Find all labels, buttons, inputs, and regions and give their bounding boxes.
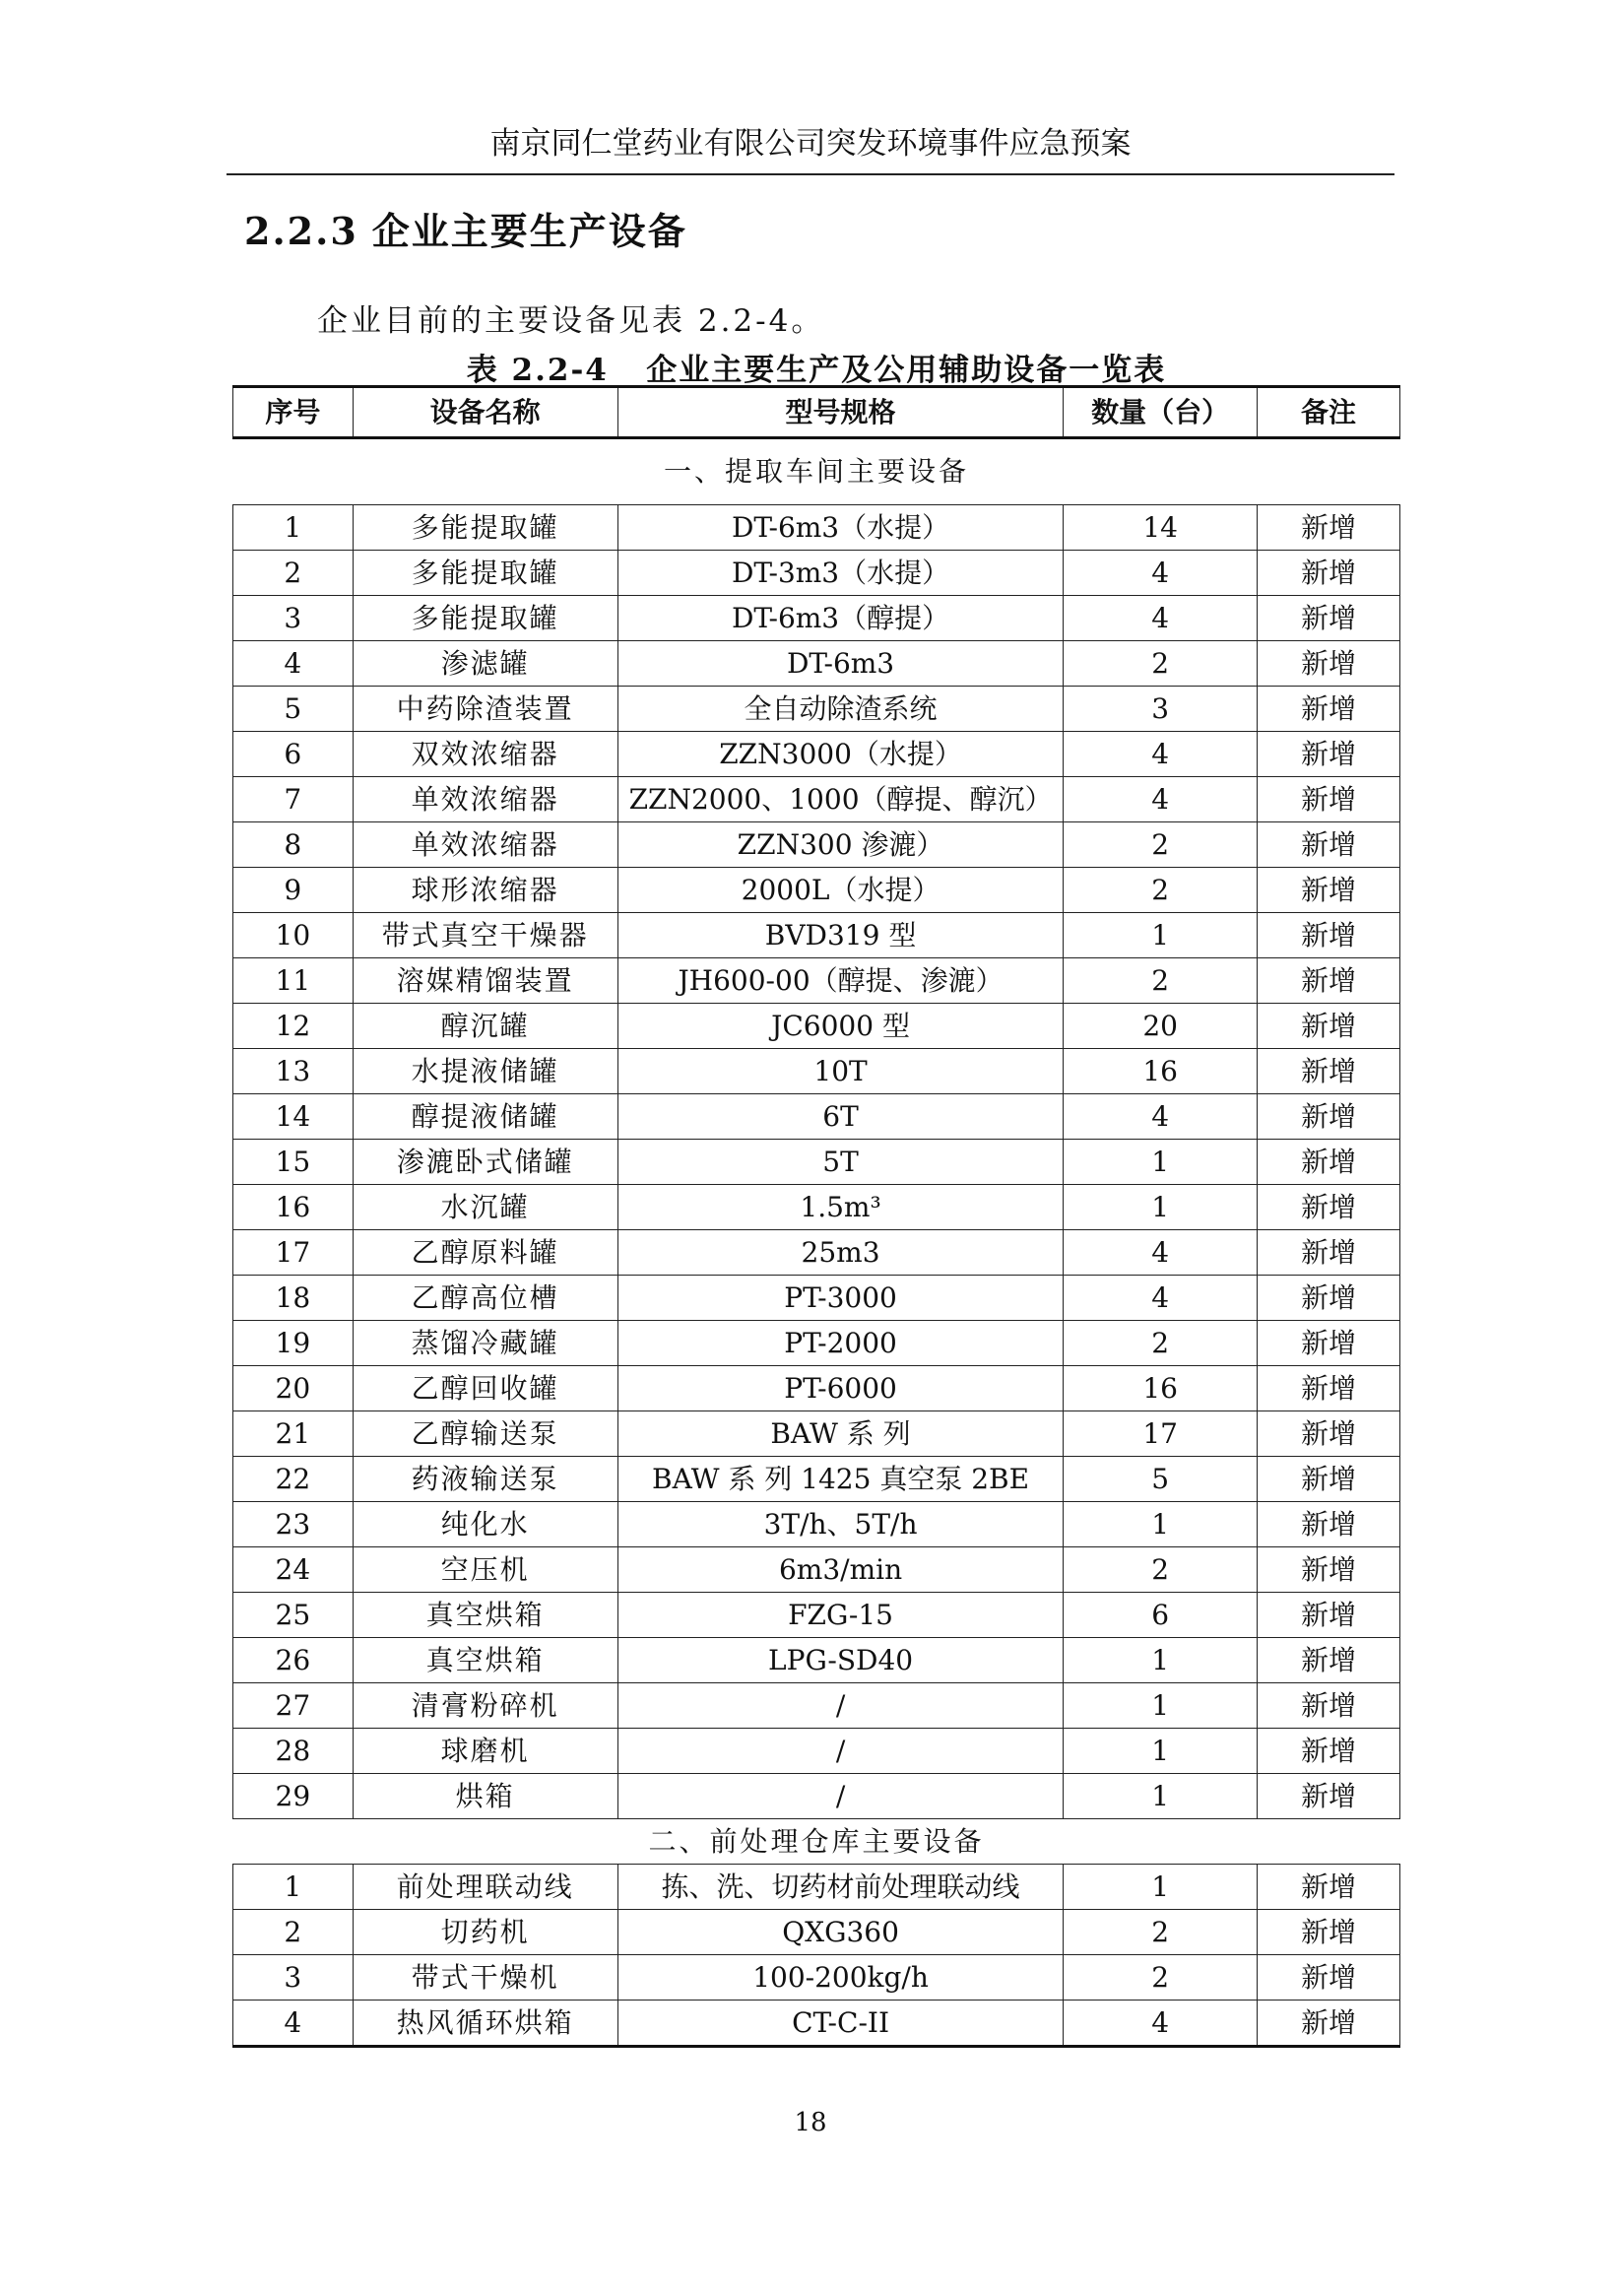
cell-spec: BAW 系 列 1425 真空泵 2BE [617,1457,1064,1502]
cell-spec: 3T/h、5T/h [617,1502,1064,1547]
table-row [233,1774,1400,1819]
table-row [233,1004,1400,1049]
cell-quantity: 4 [1064,1276,1258,1321]
cell-spec: PT-6000 [617,1366,1064,1411]
cell-index: 16 [233,1185,354,1230]
cell-remark: 新增 [1257,1955,1399,2001]
cell-name: 真空烘箱 [353,1593,617,1638]
cell-name: 溶媒精馏装置 [353,958,617,1004]
group-title: 一、提取车间主要设备 [233,438,1400,505]
table-row [233,1593,1400,1638]
cell-spec: CT-C-II [617,2001,1064,2047]
cell-name: 前处理联动线 [353,1865,617,1910]
cell-index: 2 [233,551,354,596]
table-row [233,1457,1400,1502]
cell-spec: ZZN2000、1000（醇提、醇沉） [617,777,1064,822]
cell-remark: 新增 [1257,822,1399,868]
cell-spec: ZZN300 渗漉） [617,822,1064,868]
cell-name: 水提液储罐 [353,1049,617,1094]
table-row [233,1049,1400,1094]
cell-name: 单效浓缩器 [353,777,617,822]
cell-index: 25 [233,1593,354,1638]
cell-name: 醇提液储罐 [353,1094,617,1140]
cell-name: 乙醇原料罐 [353,1230,617,1276]
cell-spec: ZZN3000（水提） [617,732,1064,777]
intro-paragraph: 企业目前的主要设备见表 2.2-4。 [317,303,825,339]
cell-remark: 新增 [1257,1049,1399,1094]
cell-spec: 10T [617,1049,1064,1094]
cell-spec: JC6000 型 [617,1004,1064,1049]
cell-name: 渗漉卧式储罐 [353,1140,617,1185]
cell-remark: 新增 [1257,1140,1399,1185]
table-row [233,1910,1400,1955]
cell-name: 蒸馏冷藏罐 [353,1321,617,1366]
group-heading-row [233,438,1400,505]
cell-spec: DT-6m3（水提） [617,505,1064,551]
table-row [233,1502,1400,1547]
cell-remark: 新增 [1257,732,1399,777]
cell-remark: 新增 [1257,1185,1399,1230]
cell-index: 26 [233,1638,354,1683]
cell-index: 19 [233,1321,354,1366]
equipment-table [232,385,1400,2048]
cell-quantity: 1 [1064,913,1258,958]
cell-name: 乙醇高位槽 [353,1276,617,1321]
table-row [233,777,1400,822]
cell-index: 28 [233,1729,354,1774]
cell-quantity: 1 [1064,1683,1258,1729]
cell-spec: FZG-15 [617,1593,1064,1638]
cell-index: 3 [233,1955,354,2001]
cell-remark: 新增 [1257,1910,1399,1955]
cell-spec: QXG360 [617,1910,1064,1955]
cell-quantity: 1 [1064,1729,1258,1774]
cell-index: 13 [233,1049,354,1094]
cell-name: 多能提取罐 [353,596,617,641]
cell-name: 切药机 [353,1910,617,1955]
cell-spec: 25m3 [617,1230,1064,1276]
cell-remark: 新增 [1257,1411,1399,1457]
cell-quantity: 3 [1064,687,1258,732]
cell-remark: 新增 [1257,1729,1399,1774]
cell-index: 29 [233,1774,354,1819]
table-row [233,1140,1400,1185]
page-header: 南京同仁堂药业有限公司突发环境事件应急预案 [227,124,1394,175]
cell-spec: LPG-SD40 [617,1638,1064,1683]
cell-quantity: 5 [1064,1457,1258,1502]
cell-index: 23 [233,1502,354,1547]
table-row [233,1865,1400,1910]
cell-remark: 新增 [1257,1683,1399,1729]
cell-spec: 全自动除渣系统 [617,687,1064,732]
group-heading-row [233,1819,1400,1865]
table-row [233,1547,1400,1593]
cell-name: 水沉罐 [353,1185,617,1230]
cell-spec: DT-6m3 [617,641,1064,687]
cell-index: 3 [233,596,354,641]
cell-quantity: 1 [1064,1774,1258,1819]
cell-index: 4 [233,2001,354,2047]
cell-quantity: 2 [1064,1321,1258,1366]
table-row [233,1185,1400,1230]
cell-spec: BVD319 型 [617,913,1064,958]
cell-name: 真空烘箱 [353,1638,617,1683]
table-row [233,1683,1400,1729]
cell-remark: 新增 [1257,1593,1399,1638]
header-name: 设备名称 [353,387,617,438]
cell-remark: 新增 [1257,551,1399,596]
cell-spec: / [617,1683,1064,1729]
cell-spec: 1.5m³ [617,1185,1064,1230]
table-row [233,868,1400,913]
cell-spec: / [617,1774,1064,1819]
table-row [233,958,1400,1004]
table-row [233,1729,1400,1774]
table-row [233,1366,1400,1411]
section-number: 2.2.3 [244,209,358,253]
cell-index: 17 [233,1230,354,1276]
cell-quantity: 1 [1064,1185,1258,1230]
cell-index: 20 [233,1366,354,1411]
cell-index: 8 [233,822,354,868]
cell-quantity: 14 [1064,505,1258,551]
table-row [233,1094,1400,1140]
cell-name: 热风循环烘箱 [353,2001,617,2047]
table-row [233,687,1400,732]
cell-name: 中药除渣装置 [353,687,617,732]
table-caption-number: 表 2.2-4 [466,353,609,388]
cell-remark: 新增 [1257,2001,1399,2047]
cell-quantity: 6 [1064,1593,1258,1638]
cell-name: 醇沉罐 [353,1004,617,1049]
cell-remark: 新增 [1257,1230,1399,1276]
section-title: 企业主要生产设备 [371,209,687,253]
cell-remark: 新增 [1257,687,1399,732]
cell-quantity: 1 [1064,1502,1258,1547]
table-row [233,1955,1400,2001]
cell-name: 乙醇输送泵 [353,1411,617,1457]
cell-spec: 6T [617,1094,1064,1140]
table-row [233,1411,1400,1457]
cell-name: 烘箱 [353,1774,617,1819]
cell-quantity: 2 [1064,1547,1258,1593]
cell-remark: 新增 [1257,1774,1399,1819]
cell-quantity: 1 [1064,1865,1258,1910]
cell-spec: 5T [617,1140,1064,1185]
cell-quantity: 2 [1064,958,1258,1004]
cell-index: 22 [233,1457,354,1502]
header-quantity: 数量（台） [1064,387,1258,438]
cell-index: 1 [233,1865,354,1910]
cell-quantity: 4 [1064,1230,1258,1276]
cell-spec: PT-2000 [617,1321,1064,1366]
table-row [233,1230,1400,1276]
cell-name: 纯化水 [353,1502,617,1547]
cell-remark: 新增 [1257,868,1399,913]
cell-quantity: 4 [1064,596,1258,641]
cell-quantity: 4 [1064,1094,1258,1140]
cell-name: 单效浓缩器 [353,822,617,868]
cell-quantity: 17 [1064,1411,1258,1457]
cell-name: 乙醇回收罐 [353,1366,617,1411]
cell-spec: 100-200kg/h [617,1955,1064,2001]
cell-remark: 新增 [1257,958,1399,1004]
page-number: 18 [794,2108,827,2137]
cell-remark: 新增 [1257,505,1399,551]
cell-remark: 新增 [1257,1547,1399,1593]
cell-index: 5 [233,687,354,732]
cell-quantity: 4 [1064,2001,1258,2047]
cell-index: 11 [233,958,354,1004]
cell-remark: 新增 [1257,1094,1399,1140]
cell-spec: PT-3000 [617,1276,1064,1321]
cell-quantity: 16 [1064,1049,1258,1094]
cell-remark: 新增 [1257,1321,1399,1366]
cell-remark: 新增 [1257,1502,1399,1547]
cell-index: 14 [233,1094,354,1140]
cell-index: 6 [233,732,354,777]
cell-index: 4 [233,641,354,687]
cell-remark: 新增 [1257,641,1399,687]
table-row [233,551,1400,596]
cell-quantity: 1 [1064,1638,1258,1683]
cell-name: 药液输送泵 [353,1457,617,1502]
cell-name: 空压机 [353,1547,617,1593]
cell-remark: 新增 [1257,1366,1399,1411]
cell-name: 带式干燥机 [353,1955,617,2001]
cell-name: 清膏粉碎机 [353,1683,617,1729]
cell-quantity: 1 [1064,1140,1258,1185]
table-row [233,913,1400,958]
cell-spec: BAW 系 列 [617,1411,1064,1457]
cell-quantity: 2 [1064,1910,1258,1955]
table-row [233,1321,1400,1366]
cell-remark: 新增 [1257,777,1399,822]
table-row [233,641,1400,687]
cell-remark: 新增 [1257,596,1399,641]
cell-spec: 6m3/min [617,1547,1064,1593]
cell-quantity: 4 [1064,732,1258,777]
cell-index: 9 [233,868,354,913]
cell-name: 球磨机 [353,1729,617,1774]
cell-index: 15 [233,1140,354,1185]
table-row [233,732,1400,777]
cell-name: 球形浓缩器 [353,868,617,913]
cell-name: 渗滤罐 [353,641,617,687]
header-remark: 备注 [1257,387,1399,438]
cell-remark: 新增 [1257,1276,1399,1321]
cell-index: 12 [233,1004,354,1049]
group-title: 二、前处理仓库主要设备 [233,1819,1400,1865]
table-row [233,2001,1400,2047]
cell-quantity: 2 [1064,641,1258,687]
cell-index: 24 [233,1547,354,1593]
cell-remark: 新增 [1257,1457,1399,1502]
section-heading [244,201,687,255]
cell-index: 10 [233,913,354,958]
cell-name: 双效浓缩器 [353,732,617,777]
cell-quantity: 4 [1064,777,1258,822]
table-row [233,1276,1400,1321]
cell-quantity: 20 [1064,1004,1258,1049]
cell-index: 21 [233,1411,354,1457]
cell-quantity: 2 [1064,1955,1258,2001]
cell-spec: DT-3m3（水提） [617,551,1064,596]
cell-quantity: 2 [1064,822,1258,868]
cell-spec: 拣、洗、切药材前处理联动线 [617,1865,1064,1910]
cell-remark: 新增 [1257,913,1399,958]
cell-spec: 2000L（水提） [617,868,1064,913]
cell-name: 多能提取罐 [353,505,617,551]
table-caption-text: 企业主要生产及公用辅助设备一览表 [646,353,1167,388]
header-spec: 型号规格 [617,387,1064,438]
cell-quantity: 4 [1064,551,1258,596]
cell-index: 7 [233,777,354,822]
cell-index: 27 [233,1683,354,1729]
cell-quantity: 16 [1064,1366,1258,1411]
table-row [233,505,1400,551]
cell-remark: 新增 [1257,1638,1399,1683]
cell-index: 2 [233,1910,354,1955]
cell-index: 18 [233,1276,354,1321]
cell-spec: / [617,1729,1064,1774]
table-row [233,1638,1400,1683]
cell-index: 1 [233,505,354,551]
cell-name: 带式真空干燥器 [353,913,617,958]
cell-remark: 新增 [1257,1865,1399,1910]
header-index: 序号 [233,387,354,438]
table-row [233,596,1400,641]
table-row [233,822,1400,868]
cell-spec: JH600-00（醇提、渗漉） [617,958,1064,1004]
cell-quantity: 2 [1064,868,1258,913]
cell-spec: DT-6m3（醇提） [617,596,1064,641]
cell-name: 多能提取罐 [353,551,617,596]
cell-remark: 新增 [1257,1004,1399,1049]
table-caption [232,345,1400,389]
table-header-row [233,387,1400,438]
